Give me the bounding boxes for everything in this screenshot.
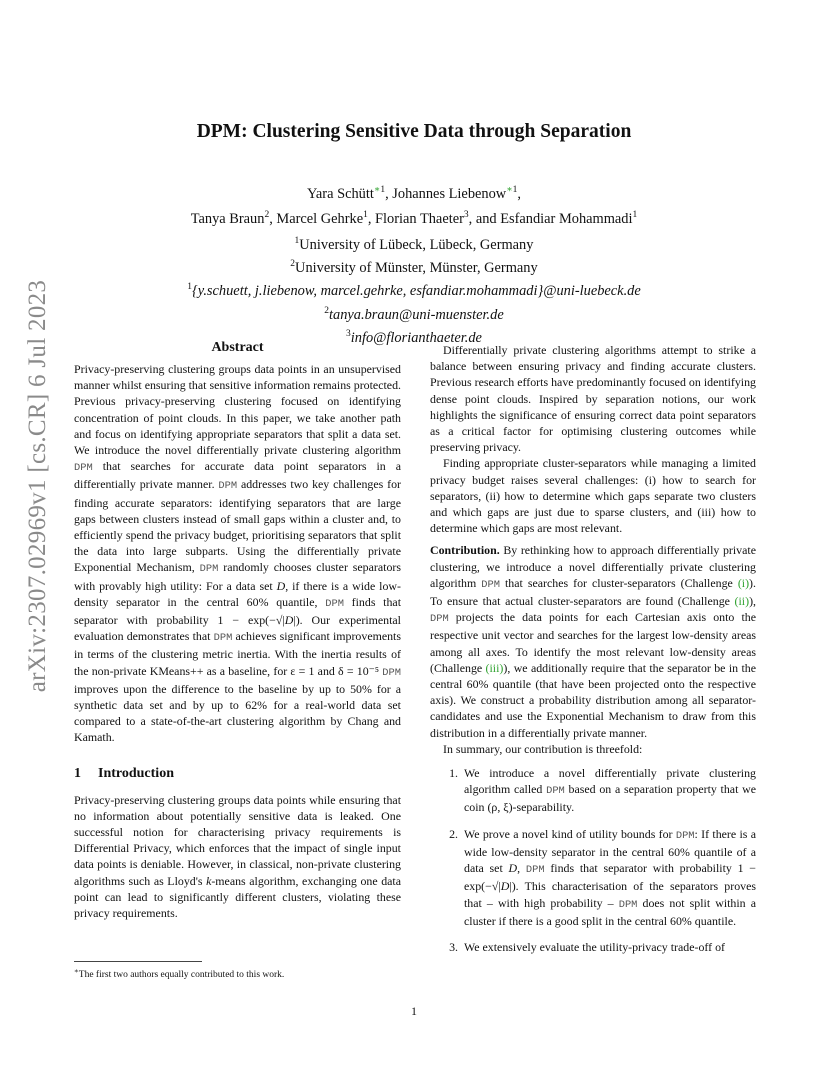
footnote-rule [74,961,202,962]
right-paragraph-1: Differentially private clustering algorithms attempt to strike a balance between ensuring privacy and finding accurate clusters. Previous research efforts have predominantly focused on identifying dense point clouds. Inspired by separation notions, our work highlights the significance of ensuring correct data point separators as a critical factor for optimising clustering outcomes while preserving privacy. [430,343,756,455]
right-column [430,342,756,965]
author-5: , Florian Thaeter [367,210,464,227]
list-item: 1. We introduce a novel differentially private clustering algorithm called DPM based on a separation property that we coin (ρ, ξ)-separability. [449,766,756,815]
challenge-link-ii[interactable]: (ii) [734,594,750,609]
list-item: 3. We extensively evaluate the utility-privacy trade-off of [449,939,725,954]
author-line-1: Yara Schütt$^{∗1}$, Johannes Liebenow$^{∗1}$, [306,185,522,202]
affiliation-1: $^1$University of Lübeck, Lübeck, Germany [294,236,534,253]
author-4: , Marcel Gehrke [269,210,364,227]
challenge-link-i[interactable]: (i) [737,575,750,590]
equal-contrib-mark-2[interactable]: ∗ [506,185,513,195]
summary-line: In summary, our contribution is threefold: [443,741,643,756]
page-number: 1 [411,1004,417,1018]
email-line-2: $^2$tanya.braun@uni-muenster.de [324,305,504,323]
contribution-paragraph: Contribution. By rethinking how to approach differentially private clustering, we introduce a novel differentially private clustering algorithm DPM that searches for cluster-separators (Challenge (i)). To ensure that actual cluster-separators are found (Challenge (ii)), DPM projects the data points for each Cartesian axis onto the respective unit vector and searches for the largest low-density areas among all axes. To identify the most relevant low-density areas (Challenge (iii)), we additionally require that the separator be in the central 60% quantile (that have been projected onto the respective axis). We construct a probability distribution among all separator-candidates and use the Exponential Mechanism to draw from this distribution in a differentially private manner. [430,543,756,740]
affiliation-2: $^2$University of Münster, Münster, Germany [290,259,538,276]
left-column [74,340,401,921]
author-3: Tanya Braun [190,210,265,227]
footnote: ∗The first two authors equally contributed to this work. [74,967,285,981]
abstract-text: Privacy-preserving clustering groups data points in an unsupervised manner whilst ensuring that sensitive information remains protected. Previous privacy-preserving clustering focused on identifying concentration of point clouds. In this paper, we take another path and focus on identifying appropriate separators that split a data set. We introduce the novel differentially private clustering algorithm DPM that searches for accurate data point separators in a differentially private manner. DPM addresses two key challenges for finding accurate separators: identifying separators that are large gaps between clusters instead of small gaps within a cluster and, to efficiently spend the privacy budget, prioritising separators that split the data into large subparts. Using the differentially private Exponential Mechanism, DPM randomly chooses cluster separators with provably high utility: For a data set D, if there is a wide low-density separator in the central 60% quantile, DPM finds that separator with probability 1 − exp(−√|D|). Our experimental evaluation demonstrates that DPM achieves significant improvements in terms of the clustering metric inertia. With the inertia results of the non-private KMeans++ as a baseline, for ε = 1 and δ = 10⁻⁵ DPM improves upon the difference to the baseline by up to 50% for a synthetic data set and by up to 62% for a real-world data set compared to a state-of-the-art clustering algorithm by Chang and Kamath. [74,362,402,745]
list-item: 2. We prove a novel kind of utility bounds for DPM: If there is a wide low-density separator in the central 60% quantile of a data set D, DPM finds that separator with probability 1 − exp(−√|D|). This characterisation of the separators proves that – with high probability – DPM does not split within a cluster if there is a good split in the central 60% quantile. [449,826,756,928]
author-2: , Johannes Liebenow [385,185,507,202]
contribution-list [430,765,756,955]
author-1: Yara Schütt [306,185,374,202]
challenge-link-iii[interactable]: (iii) [485,660,504,675]
email-line-3: $^3$info@florianthaeter.de [346,328,482,346]
introduction-paragraph: Privacy-preserving clustering groups data points while ensuring that no information about potentially sensitive data is leaked. One successful notion for characterising privacy requirements is Differential Privacy, which enforces that the impact of single input data points is deniable. However, in classical, non-private clustering algorithms such as Lloyd's k-means algorithm, exchanging one data point can lead to significantly different clusters, violating these privacy requirements. [74,792,401,921]
email-line-1: $^1${y.schuett, j.liebenow, marcel.gehrke, esfandiar.mohammadi}@uni-luebeck.de [187,282,641,300]
author-6: , and Esfandiar Mohammadi [468,210,633,227]
paper-title: DPM: Clustering Sensitive Data through Separation [196,121,632,142]
affiliation-block [0,232,828,348]
introduction-heading: 1 Introduction [74,765,174,781]
author-block [0,180,828,230]
abstract-heading: Abstract [211,340,264,355]
equal-contrib-mark[interactable]: ∗ [373,185,381,195]
right-paragraph-2: Finding appropriate cluster-separators while managing a limited privacy budget raises several challenges: (i) how to search for separators, (ii) how to determine which gaps separate two clusters and which gaps are just due to sparse clusters, and (iii) how to determine which gaps are most relevant. [430,456,756,536]
author-line-2: Tanya Braun$^2$, Marcel Gehrke$^1$, Florian Thaeter$^3$, and Esfandiar Mohammadi$^1$ [190,209,638,227]
arxiv-stamp: arXiv:2307.02969v1 [cs.CR] 6 Jul 2023 [24,279,51,693]
